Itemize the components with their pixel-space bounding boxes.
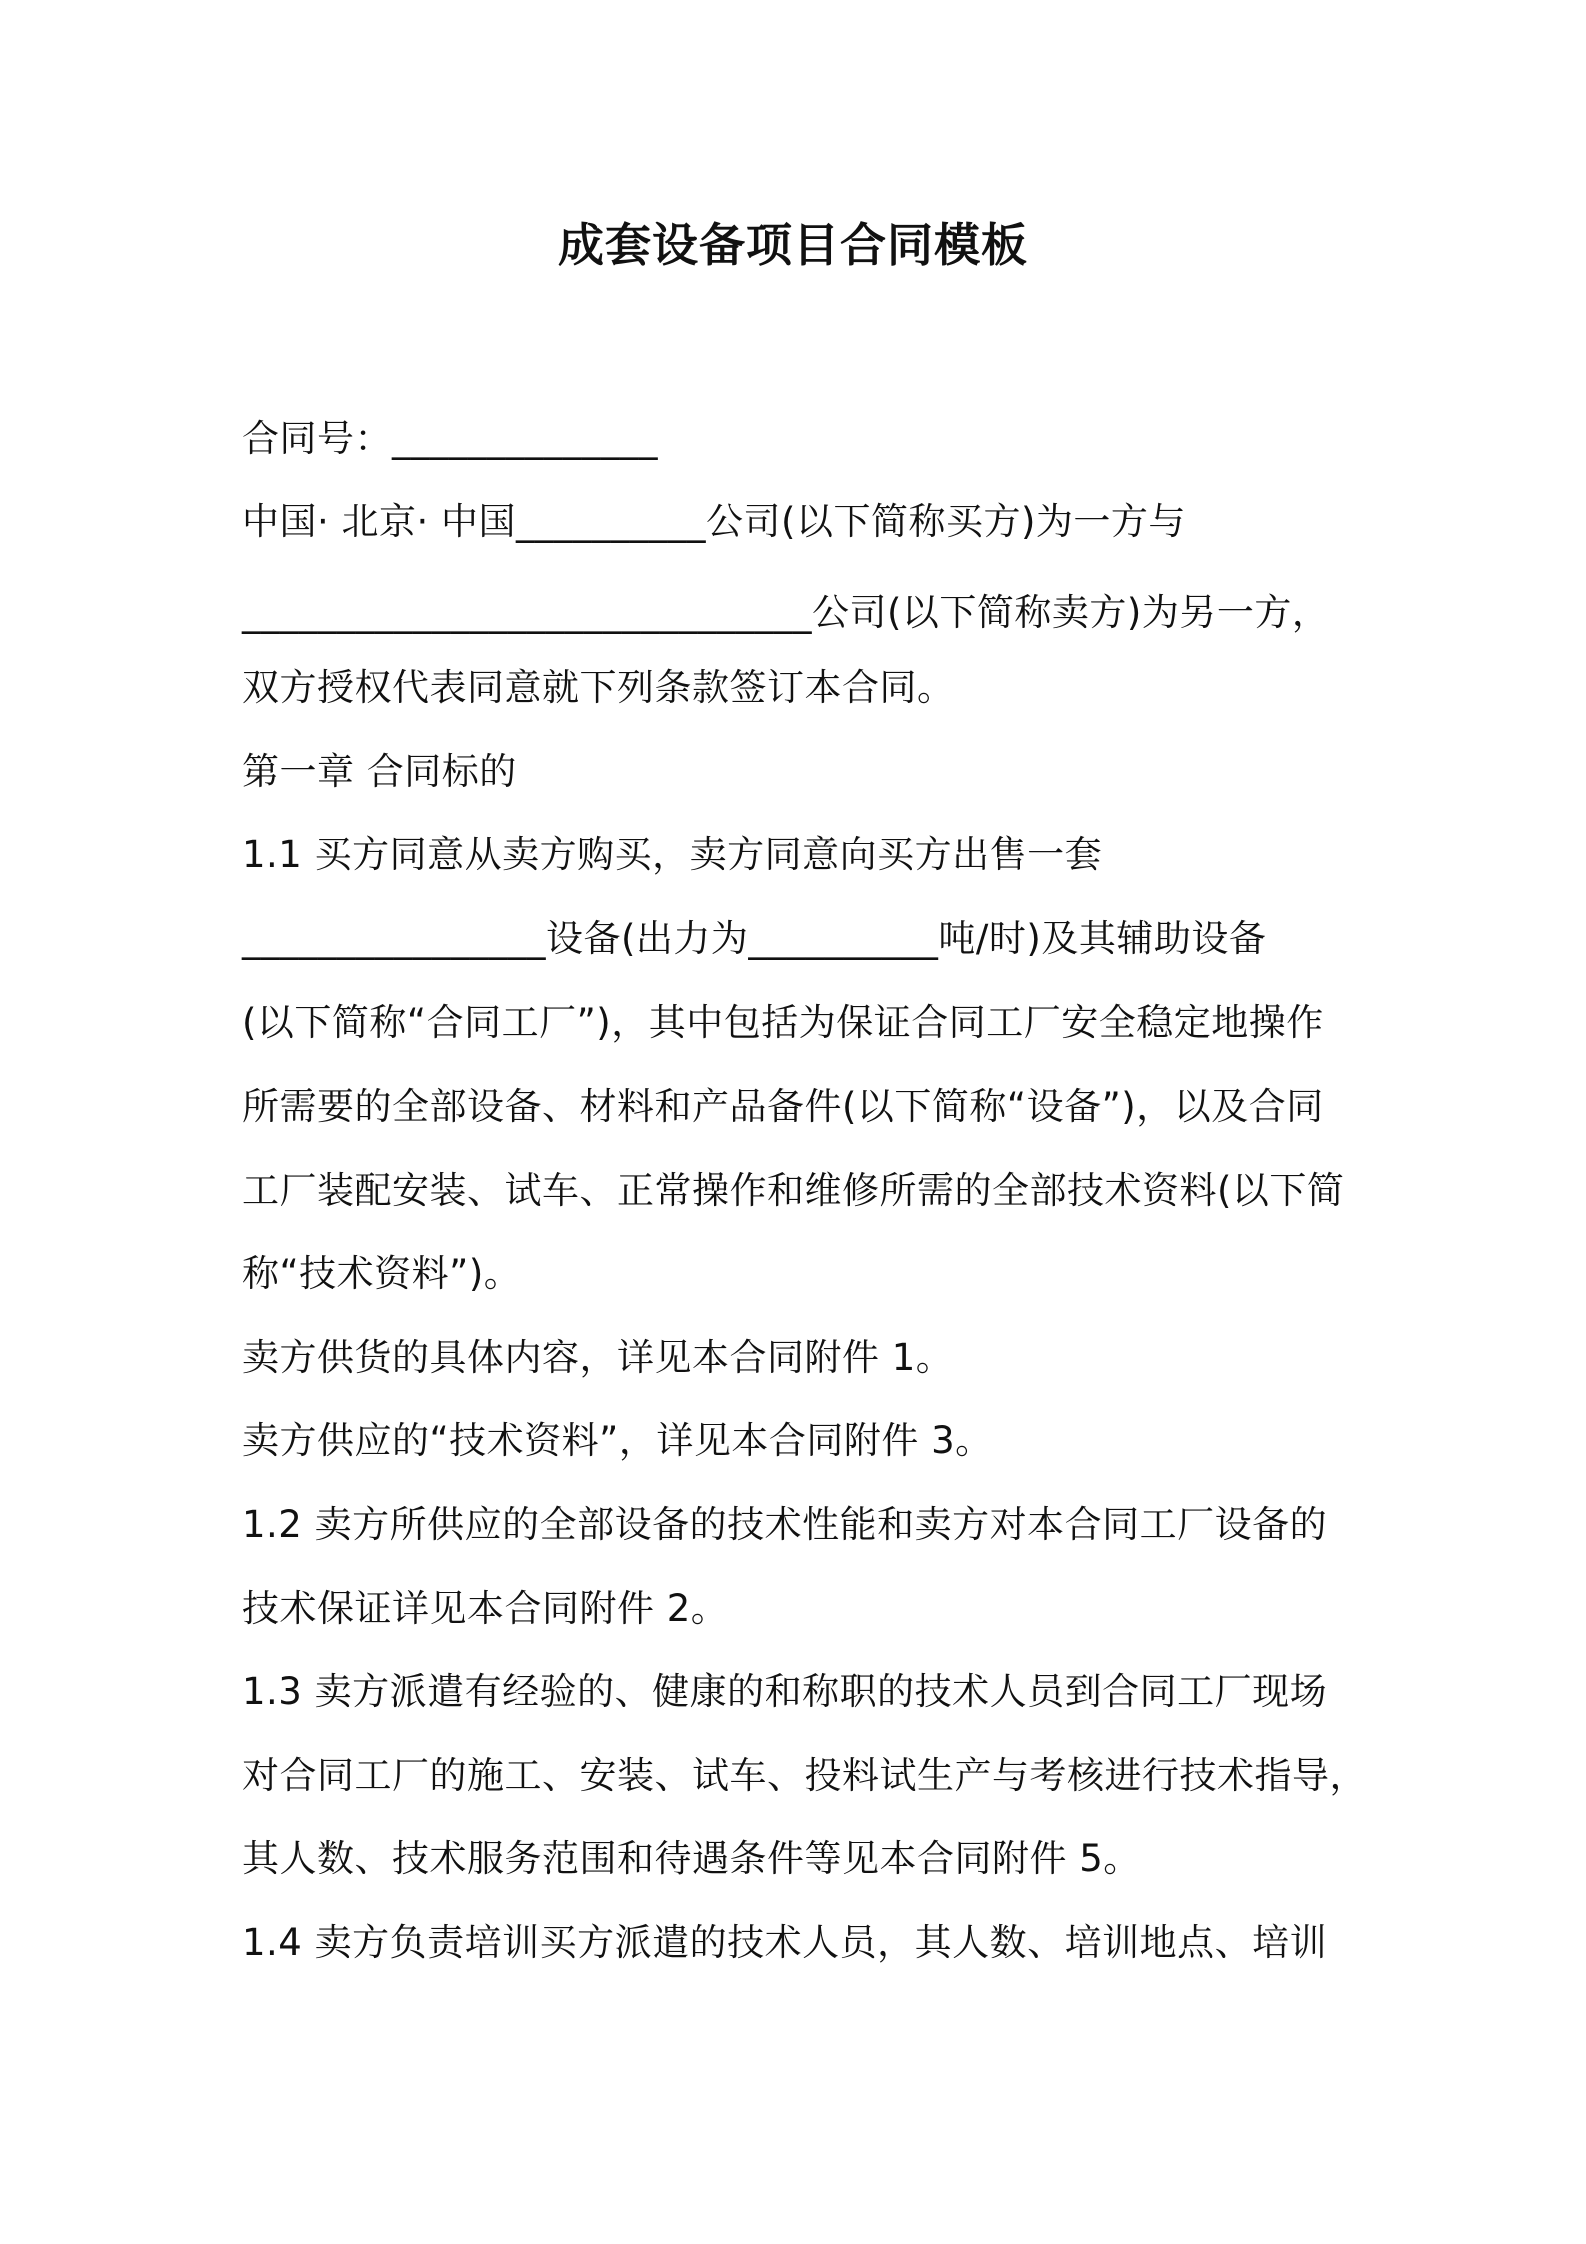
clause-1-1-line-6: 称“技术资料”)。 — [242, 1252, 522, 1295]
contract-number-line: 合同号：______________ — [242, 417, 658, 460]
clause-1-4-line-1: 1.4 卖方负责培训买方派遣的技术人员，其人数、培训地点、培训 — [242, 1921, 1328, 1964]
clause-1-1-line-4: 所需要的全部设备、材料和产品备件(以下简称“设备”)，以及合同 — [242, 1085, 1324, 1128]
clause-1-3-line-2: 对合同工厂的施工、安装、试车、投料试生产与考核进行技术指导， — [242, 1754, 1367, 1797]
clause-1-1-line-2: ________________设备(出力为__________吨/时)及其辅助设备 — [242, 917, 1267, 960]
seller-party-line: ______________________________公司(以下简称卖方)为另一方， — [242, 591, 1330, 634]
clause-1-2-line-1: 1.2 卖方所供应的全部设备的技术性能和卖方对本合同工厂设备的 — [242, 1503, 1328, 1546]
clause-1-1-line-3: (以下简称“合同工厂”)，其中包括为保证合同工厂安全稳定地操作 — [242, 1001, 1324, 1044]
clause-1-1-line-1: 1.1 买方同意从卖方购买，卖方同意向买方出售一套 — [242, 833, 1103, 876]
clause-1-2-line-2: 技术保证详见本合同附件 2。 — [242, 1587, 729, 1630]
supply-content-line: 卖方供货的具体内容，详见本合同附件 1。 — [242, 1336, 954, 1379]
clause-1-3-line-3: 其人数、技术服务范围和待遇条件等见本合同附件 5。 — [242, 1837, 1141, 1880]
clause-1-1-line-5: 工厂装配安装、试车、正常操作和维修所需的全部技术资料(以下简 — [242, 1169, 1345, 1212]
document-title: 成套设备项目合同模板 — [558, 218, 1028, 272]
chapter-heading: 第一章 合同标的 — [242, 750, 517, 793]
agreement-statement-line: 双方授权代表同意就下列条款签订本合同。 — [242, 666, 955, 709]
technical-data-line: 卖方供应的“技术资料”，详见本合同附件 3。 — [242, 1419, 993, 1462]
clause-1-3-line-1: 1.3 卖方派遣有经验的、健康的和称职的技术人员到合同工厂现场 — [242, 1670, 1328, 1713]
buyer-party-line: 中国· 北京· 中国__________公司(以下简称买方)为一方与 — [242, 500, 1186, 543]
